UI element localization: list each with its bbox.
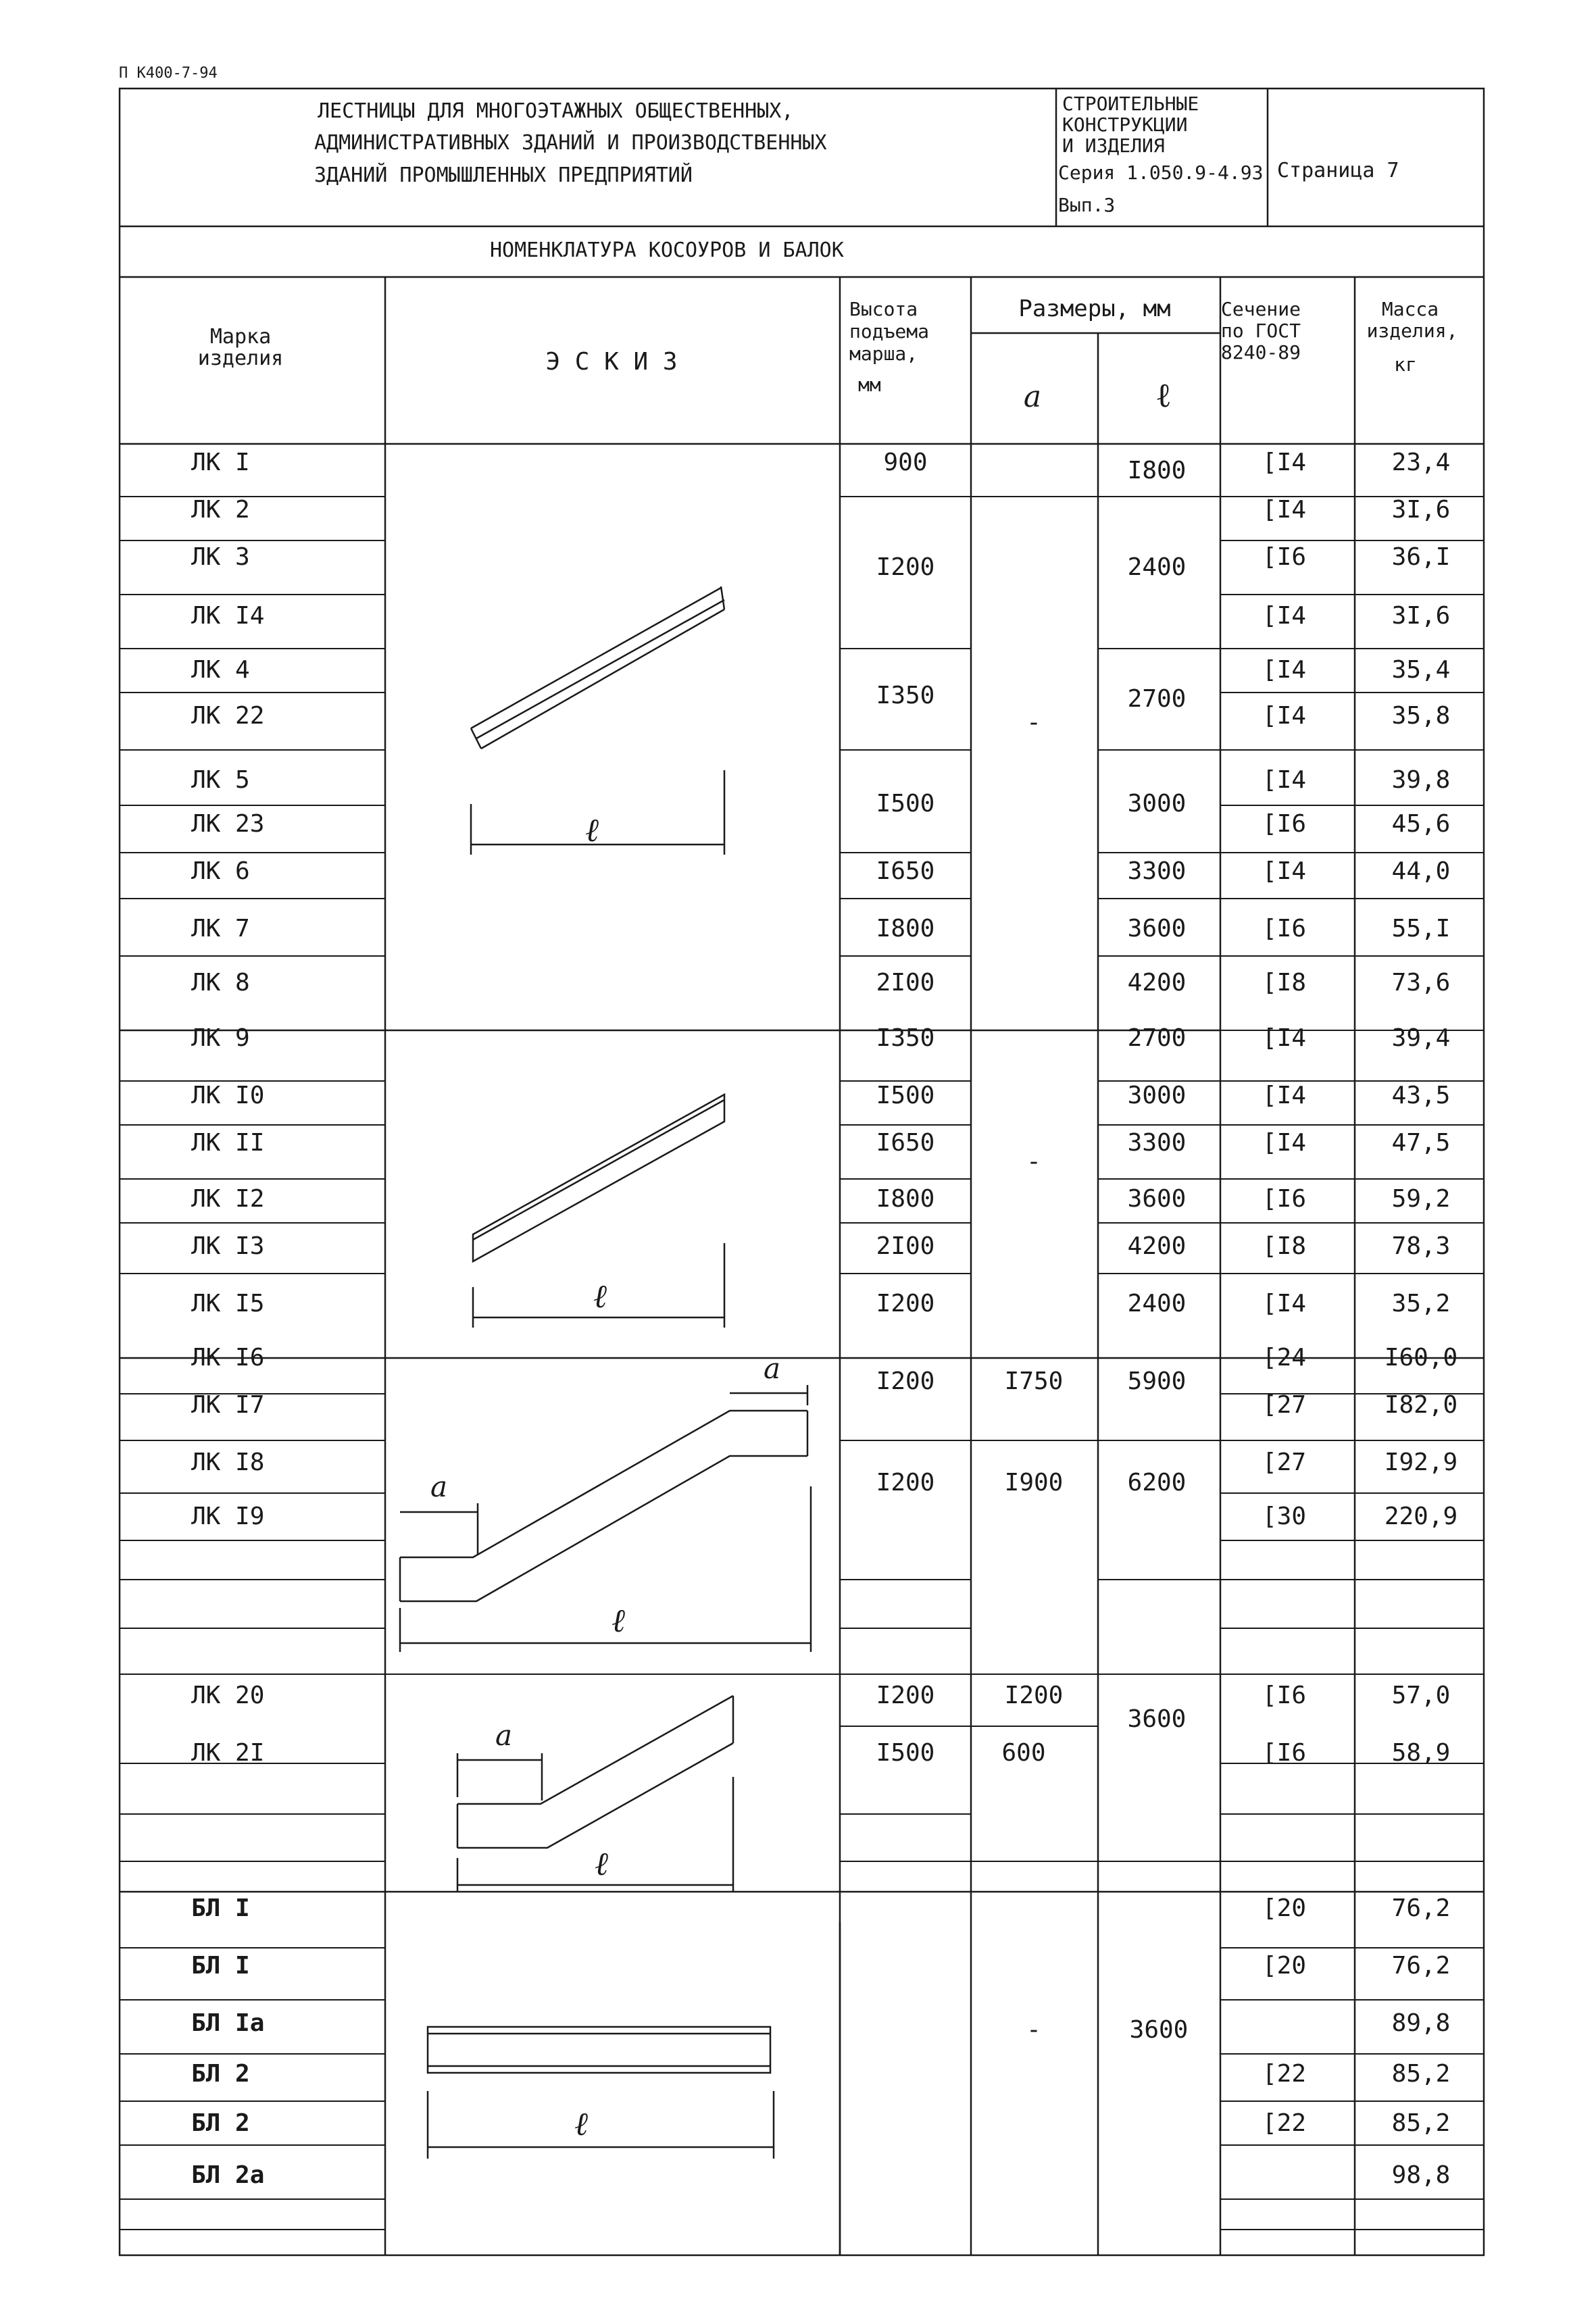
header-height-1: Высота xyxy=(849,298,918,320)
row-section: [I6 xyxy=(1262,1682,1307,1709)
row-mark: ЛК I4 xyxy=(191,602,265,630)
row-mark: ЛК I9 xyxy=(191,1503,265,1530)
row-mark: ЛК 23 xyxy=(191,810,265,838)
row-section: [I4 xyxy=(1262,496,1307,524)
cell-l: 3300 xyxy=(1127,1129,1187,1157)
row-mass: 39,4 xyxy=(1391,1024,1451,1052)
row-section: [I4 xyxy=(1262,857,1307,885)
row-mass: 35,4 xyxy=(1391,656,1451,684)
cell-height: I200 xyxy=(876,1469,935,1496)
row-section: [I4 xyxy=(1262,1290,1307,1317)
row-mark: ЛК 8 xyxy=(191,969,250,997)
row-mass: 58,9 xyxy=(1391,1739,1451,1767)
row-section: [24 xyxy=(1262,1344,1307,1372)
row-mass: 85,2 xyxy=(1391,2109,1451,2137)
row-mark: ЛК 9 xyxy=(191,1024,250,1052)
row-section: [I4 xyxy=(1262,766,1307,794)
row-section: [I4 xyxy=(1262,1082,1307,1109)
row-mass: 35,8 xyxy=(1391,702,1451,730)
row-mark: ЛК II xyxy=(191,1129,265,1157)
cell-height: I200 xyxy=(876,1290,935,1317)
cell-height: I650 xyxy=(876,857,935,885)
header-dim-a: a xyxy=(1023,380,1042,414)
row-mass: I92,9 xyxy=(1384,1449,1458,1476)
row-mark: ЛК 2 xyxy=(191,496,250,524)
row-mass: 55,I xyxy=(1391,915,1451,942)
cell-l: 3000 xyxy=(1127,1082,1187,1109)
row-section: [I8 xyxy=(1262,969,1307,997)
row-section: [20 xyxy=(1262,1894,1307,1922)
row-mark: ЛК 7 xyxy=(191,915,250,942)
row-mass: I60,0 xyxy=(1384,1344,1458,1372)
sketch-4-length-label: ℓ xyxy=(595,1845,608,1883)
header-sketch: Э С К И З xyxy=(545,348,678,376)
cell-l: 2700 xyxy=(1127,1024,1187,1052)
cell-l: 6200 xyxy=(1127,1469,1187,1496)
document-code: П К400-7-94 xyxy=(119,65,218,82)
row-mark: ЛК 5 xyxy=(191,766,250,794)
header-height-4: мм xyxy=(858,374,881,396)
row-section: [I4 xyxy=(1262,449,1307,476)
row-mass: 45,6 xyxy=(1391,810,1451,838)
cell-l: 3600 xyxy=(1127,1185,1187,1213)
row-section: [I4 xyxy=(1262,1024,1307,1052)
row-section: [I4 xyxy=(1262,702,1307,730)
sketch-3-length-label: ℓ xyxy=(612,1602,625,1640)
cell-a: - xyxy=(1026,1148,1041,1176)
cell-height: I500 xyxy=(876,1739,935,1767)
cell-height: I650 xyxy=(876,1129,935,1157)
row-section: [27 xyxy=(1262,1449,1307,1476)
row-mark: ЛК I2 xyxy=(191,1185,265,1213)
cell-a: I200 xyxy=(1004,1682,1064,1709)
row-mark: БЛ I xyxy=(191,1894,250,1922)
title-line-3: ЗДАНИЙ ПРОМЫШЛЕННЫХ ПРЕДПРИЯТИЙ xyxy=(314,164,693,187)
cell-a: - xyxy=(1026,709,1041,736)
row-section: [22 xyxy=(1262,2109,1307,2137)
row-mass: 220,9 xyxy=(1384,1503,1458,1530)
issue-label: Вып.3 xyxy=(1058,194,1116,216)
row-mark: ЛК I0 xyxy=(191,1082,265,1109)
row-mass: I82,0 xyxy=(1384,1391,1458,1419)
header-section-1: Сечение xyxy=(1221,298,1301,320)
sketch-4-a-label: a xyxy=(495,1719,513,1752)
row-mass: 39,8 xyxy=(1391,766,1451,794)
row-section: [27 xyxy=(1262,1391,1307,1419)
row-mass: 89,8 xyxy=(1391,2009,1451,2037)
cell-l: 3000 xyxy=(1127,790,1187,818)
row-mark: ЛК 2I xyxy=(191,1739,265,1767)
header-dim-l: ℓ xyxy=(1155,376,1172,415)
cell-a: I900 xyxy=(1004,1469,1064,1496)
row-mass: 78,3 xyxy=(1391,1232,1451,1260)
row-mass: 35,2 xyxy=(1391,1290,1451,1317)
row-section: [I4 xyxy=(1262,1129,1307,1157)
cell-height: I500 xyxy=(876,790,935,818)
row-mass: 43,5 xyxy=(1391,1082,1451,1109)
row-mark: БЛ 2 xyxy=(191,2060,250,2088)
cell-l: 3600 xyxy=(1127,1705,1187,1733)
cell-height: I800 xyxy=(876,915,935,942)
cell-l: 2700 xyxy=(1127,685,1187,713)
header-mass-2: изделия, xyxy=(1366,320,1458,342)
table-title: НОМЕНКЛАТУРА КОСОУРОВ И БАЛОК xyxy=(490,238,844,262)
row-mass: 3I,6 xyxy=(1391,602,1451,630)
row-section: [I8 xyxy=(1262,1232,1307,1260)
cell-l: 3600 xyxy=(1127,915,1187,942)
row-section: [I6 xyxy=(1262,1739,1307,1767)
cell-height: I200 xyxy=(876,553,935,581)
row-mark: ЛК I6 xyxy=(191,1344,265,1372)
row-section: [I6 xyxy=(1262,810,1307,838)
cell-a: - xyxy=(1026,2016,1041,2044)
header-mass-1: Масса xyxy=(1381,298,1439,320)
sketch-5-length-label: ℓ xyxy=(574,2105,588,2143)
cell-height: I500 xyxy=(876,1082,935,1109)
cell-l: 2400 xyxy=(1127,1290,1187,1317)
cell-height: I350 xyxy=(876,682,935,709)
sketch-1-length-label: ℓ xyxy=(585,811,599,849)
cell-l: 4200 xyxy=(1127,969,1187,997)
header-mark-2: изделия xyxy=(197,347,284,370)
row-mark: ЛК I3 xyxy=(191,1232,265,1260)
cell-l: 5900 xyxy=(1127,1367,1187,1395)
cell-height: I350 xyxy=(876,1024,935,1052)
header-height-2: подъема xyxy=(849,320,930,343)
row-mark: ЛК I7 xyxy=(191,1391,265,1419)
row-mark: ЛК 3 xyxy=(191,543,250,571)
row-section: [I4 xyxy=(1262,656,1307,684)
row-mark: БЛ 2а xyxy=(191,2161,265,2189)
section-line-3: И ИЗДЕЛИЯ xyxy=(1062,134,1165,157)
row-mass: 76,2 xyxy=(1391,1894,1451,1922)
title-line-2: АДМИНИСТРАТИВНЫХ ЗДАНИЙ И ПРОИЗВОДСТВЕННЫХ xyxy=(314,131,827,155)
cell-l: 3600 xyxy=(1129,2016,1189,2044)
header-dimensions: Размеры, мм xyxy=(1018,295,1171,322)
row-mark: БЛ Iа xyxy=(191,2009,265,2037)
cell-height: 2I00 xyxy=(876,969,935,997)
row-mass: 76,2 xyxy=(1391,1952,1451,1980)
sketch-3-a-right-label: a xyxy=(764,1352,781,1385)
row-mass: 44,0 xyxy=(1391,857,1451,885)
page-label: Страница 7 xyxy=(1277,159,1399,182)
section-line-2: КОНСТРУКЦИИ xyxy=(1062,114,1188,136)
section-line-1: СТРОИТЕЛЬНЫЕ xyxy=(1062,93,1199,115)
row-mark: ЛК I8 xyxy=(191,1449,265,1476)
row-mark: ЛК 20 xyxy=(191,1682,265,1709)
row-mass: 47,5 xyxy=(1391,1129,1451,1157)
row-section: [30 xyxy=(1262,1503,1307,1530)
header-height-3: марша, xyxy=(849,343,918,365)
row-mass: 23,4 xyxy=(1391,449,1451,476)
series-label: Серия 1.050.9-4.93 xyxy=(1058,161,1264,184)
sketch-stringer-two-landings xyxy=(400,1385,811,1652)
cell-l: 4200 xyxy=(1127,1232,1187,1260)
cell-height: 900 xyxy=(883,449,928,476)
cell-a: I750 xyxy=(1004,1367,1064,1395)
row-section: [22 xyxy=(1262,2060,1307,2088)
cell-height: I800 xyxy=(876,1185,935,1213)
row-mass: 98,8 xyxy=(1391,2161,1451,2189)
row-mark: ЛК I5 xyxy=(191,1290,265,1317)
row-mass: 59,2 xyxy=(1391,1185,1451,1213)
cell-l: 3300 xyxy=(1127,857,1187,885)
row-section: [I6 xyxy=(1262,1185,1307,1213)
cell-height: 2I00 xyxy=(876,1232,935,1260)
row-mark: БЛ I xyxy=(191,1952,250,1980)
row-mark: ЛК 6 xyxy=(191,857,250,885)
row-mass: 73,6 xyxy=(1391,969,1451,997)
title-line-1: ЛЕСТНИЦЫ ДЛЯ МНОГОЭТАЖНЫХ ОБЩЕСТВЕННЫХ, xyxy=(318,99,794,123)
row-mark: ЛК 22 xyxy=(191,702,265,730)
cell-l: 2400 xyxy=(1127,553,1187,581)
cell-l: I800 xyxy=(1127,457,1187,484)
row-mass: 3I,6 xyxy=(1391,496,1451,524)
row-mass: 57,0 xyxy=(1391,1682,1451,1709)
sketch-3-a-left-label: a xyxy=(430,1470,448,1503)
row-mass: 85,2 xyxy=(1391,2060,1451,2088)
row-mark: ЛК 4 xyxy=(191,656,250,684)
sketch-2-length-label: ℓ xyxy=(593,1278,607,1315)
header-section-2: по ГОСТ xyxy=(1221,320,1301,342)
cell-height: I200 xyxy=(876,1367,935,1395)
row-mark: БЛ 2 xyxy=(191,2109,250,2137)
row-section: [I4 xyxy=(1262,602,1307,630)
header-mass-3: кг xyxy=(1394,353,1417,376)
header-section-3: 8240-89 xyxy=(1221,341,1301,363)
row-section: [20 xyxy=(1262,1952,1307,1980)
sketch-beam xyxy=(428,2027,774,2159)
row-section: [I6 xyxy=(1262,915,1307,942)
row-section: [I6 xyxy=(1262,543,1307,571)
row-mark: ЛК I xyxy=(191,449,250,476)
header-mark-1: Марка xyxy=(209,325,272,349)
cell-a: 600 xyxy=(1001,1739,1046,1767)
cell-height: I200 xyxy=(876,1682,935,1709)
row-mass: 36,I xyxy=(1391,543,1451,571)
